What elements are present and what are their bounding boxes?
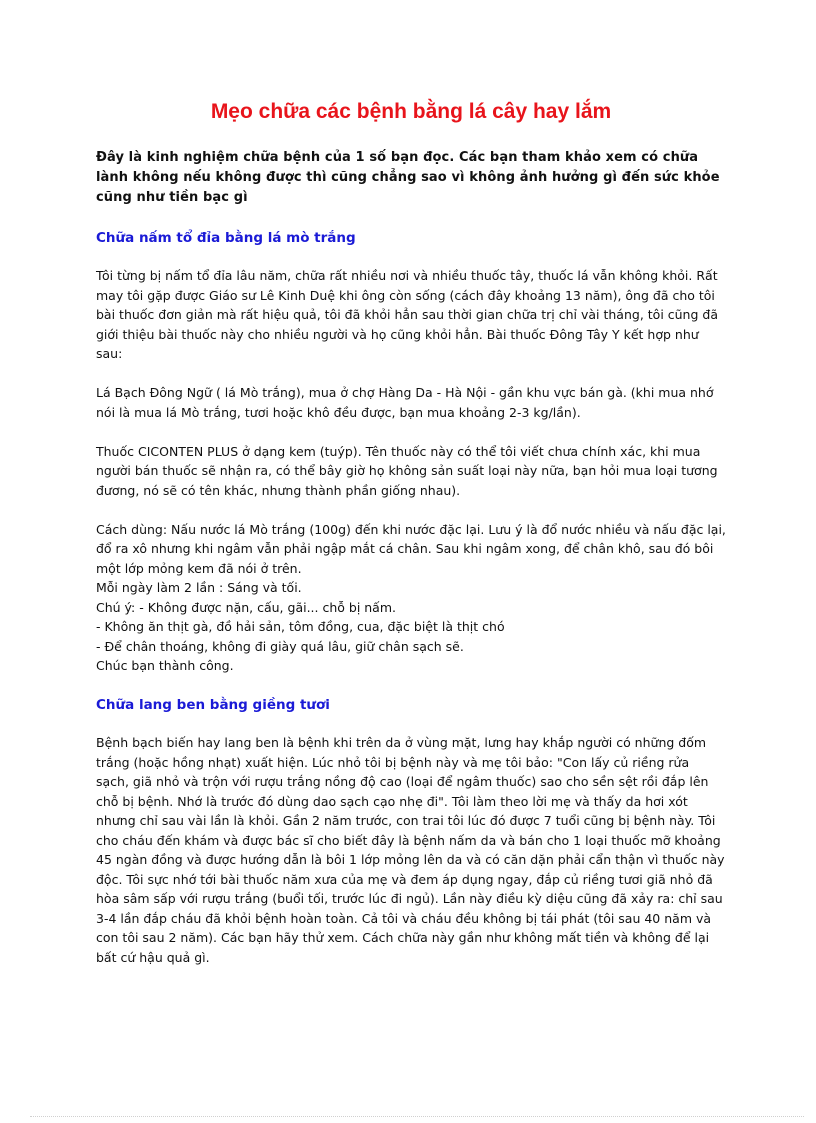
usage-line: Mỗi ngày làm 2 lần : Sáng và tối. — [96, 580, 302, 595]
intro-paragraph: Đây là kinh nghiệm chữa bệnh của 1 số bạn đọc. Các bạn tham khảo xem có chữa lành không nếu không được thì cũng chẳng sao vì không ảnh hưởng gì đến sức khỏe cũng như tiền bạc gì — [96, 150, 720, 205]
usage-line: - Không ăn thịt gà, đồ hải sản, tôm đồng, cua, đặc biệt là thịt chó — [96, 619, 505, 634]
paragraph: Thuốc CICONTEN PLUS ở dạng kem (tuýp). Tên thuốc này có thể tôi viết chưa chính xác, khi mua người bán thuốc sẽ nhận ra, có thể bây giờ họ không sản suất loại này nữa, bạn hỏi mua loại tương đương, nó sẽ có tên khác, nhưng thành phần giống nhau). — [96, 443, 718, 498]
paragraph: Bệnh bạch biến hay lang ben là bệnh khi trên da ở vùng mặt, lưng hay khắp người có những đốm trắng (hoặc hồng nhạt) xuất hiện. Lúc nhỏ tôi bị bệnh này và mẹ tôi bảo: "Con lấy củ riềng rửa sạch, giã nhỏ và trộn với rượu trắng nồng độ cao (loại để ngâm thuốc) sao cho sền sệt rồi đắp lên chỗ bị bệnh. Nhớ là trước đó dùng dao sạch cạo nhẹ đi". Tôi làm theo lời mẹ và thấy da hơi xót nhưng chỉ sau vài lần là khỏi. Gần 2 năm trước, con trai tôi lúc đó được 7 tuổi cũng bị bệnh này. Tôi cho cháu đến khám và được bác sĩ cho biết đây là bệnh nấm da và bán cho 1 loại thuốc mỡ khoảng 45 ngàn đồng và được hướng dẫn là bôi 1 lớp mỏng lên da và có căn dặn phải cẩn thận vì thuốc này độc. Tôi sực nhớ tới bài thuốc năm xưa của mẹ và đem áp dụng ngay, đắp củ riềng tươi giã nhỏ đã hòa sâm sấp với rượu trắng (buổi tối, trước lúc đi ngủ). Lần này điều kỳ diệu cũng đã xảy ra: chỉ sau 3-4 lần đắp cháu đã khỏi bệnh hoàn toàn. Cả tôi và cháu đều không bị tái phát (tôi sau 40 năm và con tôi sau 2 năm). Các bạn hãy thử xem. Cách chữa này gần như không mất tiền và không để lại bất cứ hậu quả gì. — [96, 735, 725, 965]
section-heading-lang-ben: Chữa lang ben bằng giềng tươi — [96, 697, 330, 713]
paragraph: Lá Bạch Đông Ngữ ( lá Mò trắng), mua ở chợ Hàng Da - Hà Nội - gần khu vực bán gà. (khi mua nhớ nói là mua lá Mò trắng, tươi hoặc khô đều được, bạn mua khoảng 2-3 kg/lần). — [96, 385, 714, 420]
usage-line: - Để chân thoáng, không đi giày quá lâu, giữ chân sạch sẽ. — [96, 638, 464, 654]
usage-line: Chúc bạn thành công. — [96, 658, 234, 673]
document-title: Mẹo chữa các bệnh bằng lá cây hay lắm — [210, 100, 612, 123]
page-bottom-divider — [30, 1116, 804, 1117]
usage-line: Chú ý: - Không được nặn, cấu, gãi... chỗ bị nấm. — [96, 599, 396, 615]
paragraph: Tôi từng bị nấm tổ đỉa lâu năm, chữa rất nhiều nơi và nhiều thuốc tây, thuốc lá vẫn không khỏi. Rất may tôi gặp được Giáo sư Lê Kinh Duệ khi ông còn sống (cách đây khoảng 13 năm), ông đã cho tôi bài thuốc đơn giản mà rất hiệu quả, tôi đã khỏi hẳn sau thời gian chữa trị chỉ vài tháng, tôi cũng đã giới thiệu bài thuốc này cho nhiều người và họ cũng khỏi hẳn. Bài thuốc Đông Tây Y kết hợp như sau: — [96, 268, 718, 361]
document-page — [96, 100, 726, 967]
usage-block — [96, 520, 726, 676]
usage-paragraph: Cách dùng: Nấu nước lá Mò trắng (100g) đến khi nước đặc lại. Lưu ý là đổ nước nhiều và nấu đặc lại, đổ ra xô nhưng khi ngâm vẫn phải ngập mắt cá chân. Sau khi ngâm xong, để chân khô, sau đó bôi một lớp mỏng kem đã nói ở trên. — [96, 521, 726, 576]
section-heading-nam-to-dia: Chữa nấm tổ đỉa bằng lá mò trắng — [96, 230, 356, 246]
